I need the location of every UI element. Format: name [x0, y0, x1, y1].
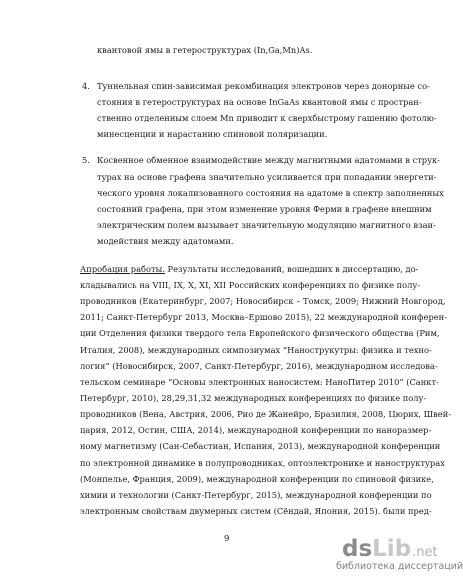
watermark-tagline: библиотека диссертаций	[336, 561, 463, 572]
approbation-line: 2011; Санкт-Петербург 2013, Москва–Ершово 2015), 22 международной конферен-	[80, 312, 447, 322]
item3-tail: квантовой ямы в гетероструктурах (In,Ga,Mn)As.	[97, 45, 313, 55]
item4-line: Туннельная спин-зависимая рекомбинация электронов через донорные со-	[97, 81, 430, 91]
item5-line: турах на основе графена значительно усиливается при попадании энергети-	[97, 172, 437, 182]
dslib-logo	[342, 536, 438, 562]
approbation-line: кладывались на VIII, IX, X, XI, XII Российских конференциях по физике полу-	[80, 280, 421, 290]
approbation-first-line	[80, 264, 419, 275]
approbation-line: логия” (Новосибирск, 2007, Санкт-Петербург, 2016), международном исследова-	[80, 361, 438, 371]
logo-lib-text: Lib	[372, 536, 412, 562]
approbation-line: цария, 2012, Остин, США, 2014), международной конференции по наноразмер-	[80, 425, 432, 435]
page-number: 9	[224, 534, 230, 544]
approbation-line: Петербург, 2010), 28,29,31,32 международных конференциях по физике полу-	[80, 393, 427, 403]
approbation-line: (Монпелье, Франция, 2009), международной конференции по спиновой физике,	[80, 474, 434, 484]
approbation-heading: Апробация работы.	[80, 264, 165, 274]
item5-line: электрическим полем вызывает значительную модуляцию магнитного взаи-	[97, 220, 436, 230]
approbation-line: Италия, 2008), международных симпозиумах “Нанострукутры: физика и техно-	[80, 345, 432, 355]
item5-number: 5.	[82, 155, 90, 165]
approbation-line: проводников (Екатеринбург, 2007; Новосибирск – Томск, 2009; Нижний Новгород,	[80, 296, 446, 306]
approbation-line: химии и технологии (Санкт-Петербург, 2015), международной конференции по	[80, 490, 432, 500]
item5-line: Косвенное обменное взаимодействие между магнитными адатомами в струк-	[97, 155, 440, 165]
item4-line: ственно отделенным слоем Mn приводит к сверхбыстрому гашению фотолю-	[97, 113, 437, 123]
approbation-line: ции Отделения физики твердого тела Европейского физического общества (Рим,	[80, 328, 440, 338]
logo-ds-text: ds	[342, 536, 373, 562]
item4-line: стояния в гетероструктурах на основе InGaAs квантовой ямы с простран-	[97, 97, 422, 107]
item5-line: ческого уровня локализованного состояния на адатоме в спектр заполненных	[97, 188, 444, 198]
item4-line: минесценции и нарастанию спиновой поляризации.	[97, 129, 328, 139]
approbation-line: по электронной динамике в полупроводниках, оптоэлектронике и наноструктурах	[80, 458, 445, 468]
approbation-line: ному магнетизму (Сан-Себастиан, Испания, 2013), международной конференции	[80, 441, 441, 451]
item4-number: 4.	[82, 81, 90, 91]
item5-line: модействия между адатомами.	[97, 236, 234, 246]
logo-net-text: .net	[412, 545, 438, 560]
approbation-line: тельском семинаре “Основы электронных наносистем: НаноПитер 2010” (Санкт-	[80, 377, 439, 387]
item5-line: состояний графена, при этом изменение уровня Ферми в графене внешним	[97, 204, 432, 214]
approbation-line: электронным свойствам двумерных систем (Сёндай, Япония, 2015). были пред-	[80, 506, 432, 516]
approbation-first-line-rest: Результаты исследований, вошедших в диссертацию, до-	[167, 264, 419, 274]
dslib-watermark	[336, 536, 463, 574]
approbation-line: проводников (Вена, Австрия, 2006, Рио де Жанейро, Бразилия, 2008, Цюрих, Швей-	[80, 409, 452, 419]
